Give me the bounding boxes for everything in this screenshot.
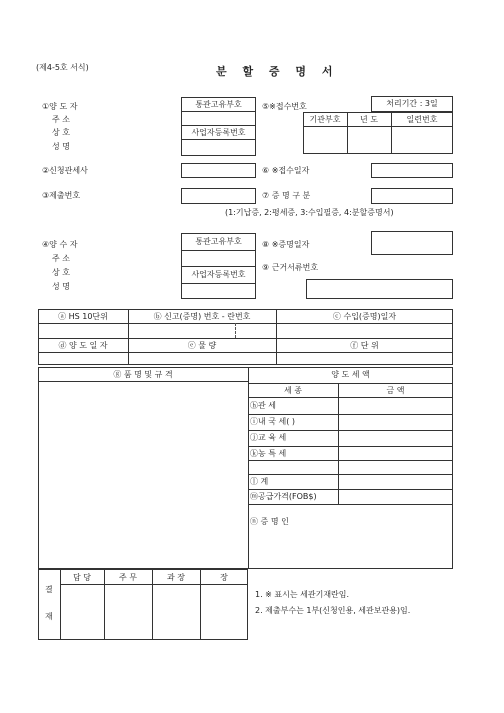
transferee-name-label: 성 명: [52, 282, 70, 291]
receipt-no-label: ⑤※접수번호: [262, 102, 307, 111]
approval-head: 장: [220, 573, 228, 582]
approval-side-1: 결: [45, 585, 53, 594]
doc-no-label: ⑨ 근거서류번호: [262, 263, 319, 272]
quantity-header: ⓔ 물 량: [187, 341, 217, 350]
transferee-address-label: 주 소: [52, 254, 70, 263]
report-no-header: ⓑ 신고(증명) 번호 - 란번호: [153, 312, 251, 321]
tax-row-customs: ⓗ관 세: [250, 401, 276, 410]
page-title: 분 할 증 명 서: [216, 65, 339, 78]
approval-staff: 담 당: [73, 573, 91, 582]
submit-no-field[interactable]: [181, 188, 256, 204]
applicant-customs-label: ②신청관세사: [42, 166, 88, 175]
receipt-date-label: ⑥ ※접수일자: [262, 166, 310, 175]
receipt-date-field[interactable]: [371, 163, 453, 178]
transfer-tax-header: 양 도 세 액: [331, 370, 370, 379]
transferor-biz-reg-label: 사업자등록번호: [191, 128, 246, 137]
tax-row-rural: ⓚ농 특 세: [250, 449, 287, 458]
transferee-trade-name-label: 상 호: [52, 268, 70, 277]
transferee-label: ④양 수 자: [42, 240, 78, 249]
goods-spec-header: ⓖ 품 명 및 규 격: [113, 370, 173, 379]
transferor-trade-name-label: 상 호: [52, 128, 70, 137]
submit-no-label: ③제출번호: [42, 191, 81, 200]
cert-type-field[interactable]: [371, 188, 453, 204]
tax-type-header: 세 종: [284, 386, 302, 395]
transferor-label: ①양 도 자: [42, 102, 78, 111]
tax-row-domestic: ⓘ내 국 세( ): [250, 417, 296, 426]
form-code: (제4-5호 서식): [36, 63, 89, 72]
transferor-address-label: 주 소: [52, 115, 70, 124]
hs-code-header: ⓐ HS 10단위: [58, 312, 108, 321]
certifier-label: ⓝ 증 명 인: [250, 517, 289, 526]
tax-row-fob: ⓜ공급가격(FOB$): [250, 492, 317, 501]
transferee-customs-id-label: 통관고유부호: [195, 237, 242, 246]
year-label: 년 도: [360, 115, 378, 124]
agency-no-label: 기관부호: [309, 115, 341, 124]
cert-type-label: ⑦ 증 명 구 분: [262, 191, 311, 200]
cert-type-note: (1:기납증, 2:평세증, 3:수입필증, 4:분할증명서): [225, 208, 394, 217]
note-2: 2. 제출부수는 1부(신청인용, 세관보관용)임.: [255, 606, 411, 615]
approval-section-chief: 과 장: [167, 573, 185, 582]
applicant-customs-field[interactable]: [181, 163, 256, 178]
processing-period: 처리기간 : 3일: [386, 99, 438, 108]
transferor-customs-id-label: 통관고유부호: [195, 100, 242, 109]
transferor-name-label: 성 명: [52, 142, 70, 151]
cert-date-field[interactable]: [371, 231, 453, 255]
tax-row-total: ⓛ 계: [250, 477, 269, 486]
approval-manager: 주 무: [119, 573, 137, 582]
tax-row-education: ⓙ교 육 세: [250, 433, 287, 442]
doc-no-field[interactable]: [306, 279, 453, 299]
approval-side-2: 재: [45, 612, 53, 621]
serial-label: 일련번호: [406, 115, 438, 124]
note-1: 1. ※ 표시는 세관기재란임.: [255, 590, 350, 599]
tax-amount-header: 금 액: [386, 386, 405, 395]
cert-date-label: ⑧ ※증명일자: [262, 240, 310, 249]
import-date-header: ⓒ 수입(증명)일자: [332, 312, 397, 321]
transfer-date-header: ⓓ 양 도 일 자: [58, 341, 108, 350]
transferee-biz-reg-label: 사업자등록번호: [191, 270, 246, 279]
unit-header: ⓕ 단 위: [350, 341, 379, 350]
